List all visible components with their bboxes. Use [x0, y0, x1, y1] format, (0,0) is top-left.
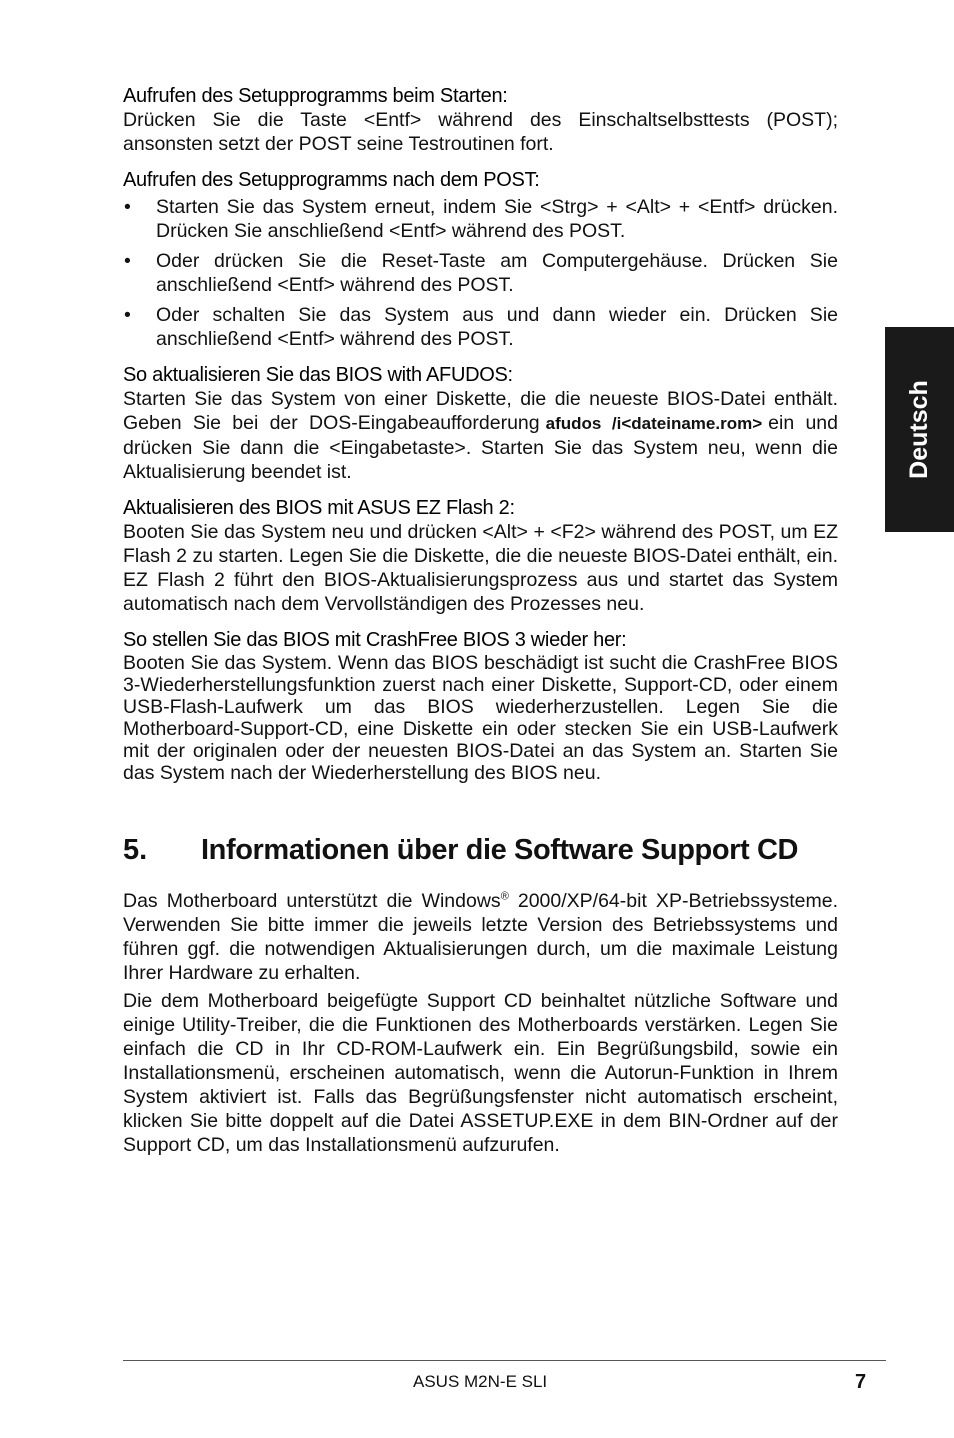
- section-ez-flash: [123, 496, 838, 616]
- section-crashfree: [123, 628, 838, 784]
- section-setup-after-post: [123, 168, 838, 351]
- bullet-icon: •: [124, 196, 131, 218]
- list-item: • Oder drücken Sie die Reset-Taste am Computergehäuse. Drücken Sie anschließend <Entf> während des POST.: [124, 250, 838, 296]
- section-heading: Aufrufen des Setupprogramms beim Starten:: [123, 85, 508, 107]
- section-text: Drücken Sie die Taste <Entf> während des Einschaltselbsttests (POST); ansonsten setzt der POST seine Testroutinen fort.: [123, 109, 838, 155]
- section-heading: So stellen Sie das BIOS mit CrashFree BIOS 3 wieder her:: [123, 629, 627, 651]
- page-content: [123, 84, 838, 1161]
- registered-mark: ®: [500, 890, 509, 903]
- chapter-title: Informationen über die Software Support CD: [201, 834, 799, 866]
- bullet-icon: •: [124, 250, 131, 272]
- section-heading: Aktualisieren des BIOS mit ASUS EZ Flash 2:: [123, 497, 515, 519]
- chapter-paragraph: Das Motherboard unterstützt die Windows® 2000/XP/64-bit XP-Betriebssysteme. Verwenden Sie bitte immer die jeweils letzte Version des Betriebssystems und führen ggf. die notwendigen Aktualisierungen durch, um die maximale Leistung Ihrer Hardware zu erhalten.: [123, 890, 838, 984]
- chapter-number: 5.: [123, 834, 148, 866]
- chapter-heading: [123, 834, 838, 867]
- section-heading: Aufrufen des Setupprogramms nach dem POST:: [123, 169, 540, 191]
- bullet-icon: •: [124, 304, 131, 326]
- list-item: • Oder schalten Sie das System aus und dann wieder ein. Drücken Sie anschließend <Entf> während des POST.: [124, 304, 838, 350]
- footer-product-name: ASUS M2N-E SLI: [413, 1372, 548, 1391]
- chapter-paragraph: Die dem Motherboard beigefügte Support CD beinhaltet nützliche Software und einige Utility-Treiber, die die Funktionen des Motherboards verstärken. Legen Sie einfach die CD in Ihr CD-ROM-Laufwerk ein. Ein Begrüßungsbild, sowie ein Installationsmenü, erscheinen automatisch, wenn die Autorun-Funktion in Ihrem System aktiviert ist. Falls das Begrüßungsfenster nicht automatisch erscheint, klicken Sie bitte doppelt auf die Datei ASSETUP.EXE in dem BIN-Ordner auf der Support CD, um das Installationsmenü aufzurufen.: [123, 990, 838, 1156]
- section-text: Booten Sie das System. Wenn das BIOS beschädigt ist sucht die CrashFree BIOS 3-Wiederherstellungsfunktion zuerst nach einer Diskette, Support-CD, oder einem USB-Flash-Laufwerk um das BIOS wiederherzustellen. Legen Sie die Motherboard-Support-CD, eine Diskette ein oder stecken Sie ein USB-Laufwerk mit der originalen oder der neuesten BIOS-Datei an das System an. Starten Sie das System nach der Wiederherstellung des BIOS neu.: [123, 652, 838, 784]
- command-text: afudos /i<dateiname.rom>: [545, 414, 763, 433]
- language-tab: [885, 327, 954, 532]
- footer-divider: [123, 1360, 886, 1361]
- bullet-list: [123, 195, 838, 351]
- section-text: Booten Sie das System neu und drücken <Alt> + <F2> während des POST, um EZ Flash 2 zu starten. Legen Sie die Diskette, die die neueste BIOS-Datei enthält, ein. EZ Flash 2 führt den BIOS-Aktualisierungsprozess aus und startet das System automatisch nach dem Vervollständigen des Prozesses neu.: [123, 521, 838, 615]
- section-heading: So aktualisieren Sie das BIOS with AFUDOS:: [123, 364, 513, 386]
- language-tab-label: Deutsch: [905, 380, 934, 479]
- section-setup-at-start: [123, 84, 838, 156]
- chapter-body: [123, 889, 838, 1157]
- page-number: 7: [855, 1371, 867, 1393]
- section-afudos: [123, 363, 838, 484]
- section-text: Starten Sie das System von einer Diskette, die die neueste BIOS-Datei enthält. Geben Sie bei der DOS-Eingabeaufforderung afudos /i<dateiname.rom> ein und drücken Sie dann die <Eingabetaste>. Starten Sie das System neu, wenn die Aktualisierung beendet ist.: [123, 388, 838, 483]
- list-item: • Starten Sie das System erneut, indem Sie <Strg> + <Alt> + <Entf> drücken. Drücken Sie anschließend <Entf> während des POST.: [124, 196, 838, 242]
